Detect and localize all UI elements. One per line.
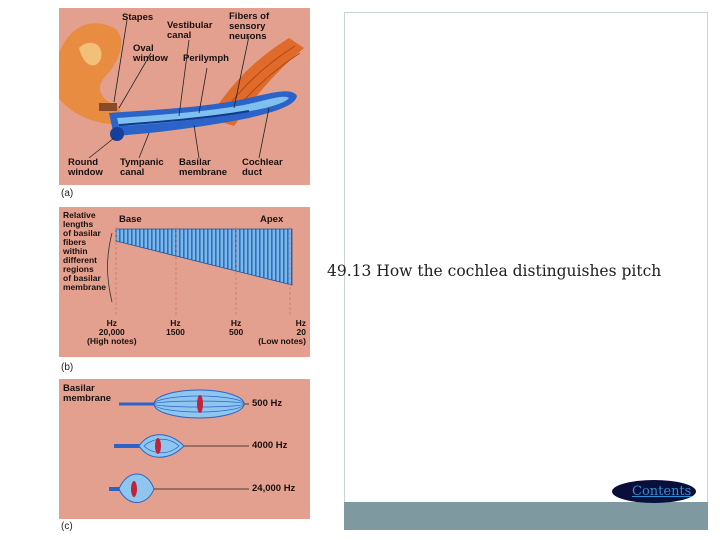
tick-label-500: Hz 500 bbox=[229, 318, 244, 337]
contents-link[interactable]: Contents bbox=[632, 484, 692, 499]
panel-b-label: (b) bbox=[61, 362, 74, 373]
base-label: Base bbox=[119, 214, 142, 225]
relative-lengths-label: Relative lengths of basilar fibers within different regions of basilar membrane bbox=[63, 210, 106, 292]
freq-4000-label: 4000 Hz bbox=[252, 440, 288, 451]
figure-caption: 49.13 How the cochlea distinguishes pitch bbox=[327, 262, 662, 280]
vestibular-canal-label: Vestibular canal bbox=[167, 20, 213, 41]
fibers-label: Fibers of sensory neurons bbox=[229, 11, 270, 42]
tick-label-1500: Hz 1500 bbox=[166, 318, 185, 337]
tick-label-20000: Hz 20,000 (High notes) bbox=[87, 318, 137, 346]
panel-a-label: (a) bbox=[61, 188, 74, 199]
stapes-label: Stapes bbox=[122, 12, 154, 23]
cochlear-duct-label: Cochlear duct bbox=[242, 157, 283, 178]
panel-b-basilar-fibers bbox=[59, 207, 310, 357]
footer-bar bbox=[344, 502, 708, 530]
tympanic-canal-label: Tympanic canal bbox=[120, 157, 164, 178]
oval-window-label: Oval window bbox=[133, 43, 168, 64]
panel-c-label: (c) bbox=[61, 521, 73, 532]
round-window-label: Round window bbox=[68, 157, 103, 178]
perilymph-label: Perilymph bbox=[183, 53, 229, 64]
panel-c-vibration-patterns bbox=[59, 379, 310, 519]
freq-24000-label: 24,000 Hz bbox=[252, 483, 296, 494]
tick-label-20: Hz 20 (Low notes) bbox=[258, 318, 306, 346]
freq-500-label: 500 Hz bbox=[252, 398, 283, 409]
cochlea-figure bbox=[0, 0, 345, 540]
panel-a-cochlea-anatomy bbox=[59, 8, 310, 185]
basilar-membrane-label: Basilar membrane bbox=[179, 157, 228, 178]
apex-label: Apex bbox=[260, 214, 284, 225]
basilar-membrane-c-label: Basilar membrane bbox=[63, 383, 112, 404]
